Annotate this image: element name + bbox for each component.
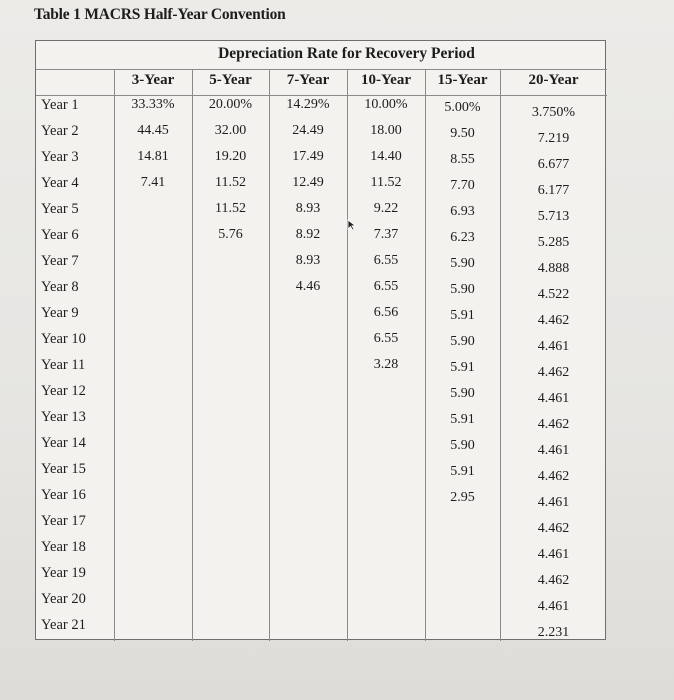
row-label: Year 19 <box>41 565 86 581</box>
table-cell: 17.49 <box>292 149 324 164</box>
table-cell: 11.52 <box>370 175 402 190</box>
table-cell: 5.285 <box>537 235 570 250</box>
row-label: Year 4 <box>41 175 79 191</box>
table-cell: 12.49 <box>292 175 324 190</box>
table-cell: 8.92 <box>295 227 321 242</box>
table-cell: 2.95 <box>450 490 475 505</box>
column-header: 3-Year <box>131 72 175 88</box>
table-cell: 8.93 <box>295 201 321 216</box>
row-label: Year 8 <box>41 279 79 295</box>
table-cell: 5.90 <box>450 256 475 271</box>
table-cell: 4.522 <box>537 287 570 302</box>
column-header: 5-Year <box>209 72 252 88</box>
grid-line <box>192 69 193 641</box>
table-cell: 6.55 <box>373 279 399 294</box>
row-label: Year 17 <box>41 513 86 529</box>
grid-line <box>114 69 115 641</box>
table-cell: 5.90 <box>450 438 475 453</box>
row-label: Year 9 <box>41 305 79 321</box>
macrs-table <box>35 40 606 640</box>
table-cell: 18.00 <box>370 123 402 138</box>
table-cell: 5.91 <box>450 308 475 323</box>
table-cell: 14.40 <box>370 149 402 164</box>
table-cell: 5.90 <box>450 334 475 349</box>
table-cell: 4.462 <box>537 417 570 432</box>
table-cell: 7.70 <box>450 178 475 193</box>
grid-line <box>36 69 607 70</box>
grid-line <box>269 69 270 641</box>
table-cell: 7.37 <box>373 227 399 242</box>
table-cell: 4.461 <box>537 547 570 562</box>
row-label: Year 12 <box>41 383 86 399</box>
table-cell: 5.91 <box>450 464 475 479</box>
column-header: 20-Year <box>528 72 579 88</box>
table-cell: 8.93 <box>295 253 321 268</box>
super-header: Depreciation Rate for Recovery Period <box>218 45 475 62</box>
table-cell: 4.461 <box>537 599 570 614</box>
row-label: Year 15 <box>41 461 86 477</box>
row-label: Year 10 <box>41 331 86 347</box>
table-cell: 3.28 <box>373 357 399 372</box>
table-cell: 6.56 <box>373 305 399 320</box>
table-cell: 4.462 <box>537 313 570 328</box>
table-cell: 5.00% <box>444 100 481 115</box>
table-cell: 7.219 <box>537 131 570 146</box>
row-label: Year 20 <box>41 591 86 607</box>
row-label: Year 14 <box>41 435 86 451</box>
table-cell: 11.52 <box>215 201 246 216</box>
table-cell: 6.55 <box>373 253 399 268</box>
grid-line <box>347 69 348 641</box>
row-label: Year 3 <box>41 149 79 165</box>
table-cell: 20.00% <box>208 97 253 112</box>
table-caption: Table 1 MACRS Half-Year Convention <box>34 6 286 23</box>
table-cell: 3.750% <box>531 105 576 120</box>
grid-line <box>425 69 426 641</box>
row-label: Year 2 <box>41 123 79 139</box>
row-label: Year 7 <box>41 253 79 269</box>
row-label: Year 6 <box>41 227 79 243</box>
table-cell: 5.76 <box>218 227 243 242</box>
row-label: Year 13 <box>41 409 86 425</box>
row-label: Year 11 <box>41 357 86 373</box>
table-cell: 4.462 <box>537 573 570 588</box>
row-label: Year 16 <box>41 487 86 503</box>
table-cell: 6.677 <box>537 157 570 172</box>
column-header: 7-Year <box>286 72 330 88</box>
row-label: Year 21 <box>41 617 86 633</box>
table-cell: 9.50 <box>450 126 475 141</box>
table-cell: 5.91 <box>450 360 475 375</box>
table-cell: 33.33% <box>131 97 175 112</box>
table-cell: 24.49 <box>292 123 324 138</box>
grid-line <box>500 69 501 641</box>
table-cell: 2.231 <box>537 625 570 640</box>
table-cell: 14.81 <box>137 149 169 164</box>
table-cell: 5.90 <box>450 282 475 297</box>
table-cell: 8.55 <box>450 152 475 167</box>
table-cell: 6.177 <box>537 183 570 198</box>
table-cell: 4.461 <box>537 339 570 354</box>
table-cell: 5.90 <box>450 386 475 401</box>
table-cell: 4.888 <box>537 261 570 276</box>
table-cell: 4.46 <box>295 279 321 294</box>
table-cell: 6.93 <box>450 204 475 219</box>
mouse-cursor-icon <box>347 219 357 231</box>
row-label: Year 1 <box>41 97 79 113</box>
table-cell: 19.20 <box>214 149 247 164</box>
table-cell: 4.461 <box>537 495 570 510</box>
table-cell: 32.00 <box>214 123 247 138</box>
table-cell: 7.41 <box>140 175 166 190</box>
table-cell: 4.462 <box>537 365 570 380</box>
table-cell: 4.461 <box>537 443 570 458</box>
column-header: 10-Year <box>361 72 411 88</box>
table-cell: 14.29% <box>286 97 330 112</box>
table-cell: 4.462 <box>537 521 570 536</box>
row-label: Year 5 <box>41 201 79 217</box>
table-cell: 5.713 <box>537 209 570 224</box>
table-cell: 4.461 <box>537 391 570 406</box>
grid-line <box>36 95 607 96</box>
table-cell: 44.45 <box>137 123 169 138</box>
table-cell: 9.22 <box>373 201 399 216</box>
table-cell: 5.91 <box>450 412 475 427</box>
table-cell: 4.462 <box>537 469 570 484</box>
table-cell: 11.52 <box>215 175 246 190</box>
column-header: 15-Year <box>437 72 488 88</box>
table-cell: 10.00% <box>364 97 408 112</box>
table-cell: 6.55 <box>373 331 399 346</box>
table-cell: 6.23 <box>450 230 475 245</box>
row-label: Year 18 <box>41 539 86 555</box>
